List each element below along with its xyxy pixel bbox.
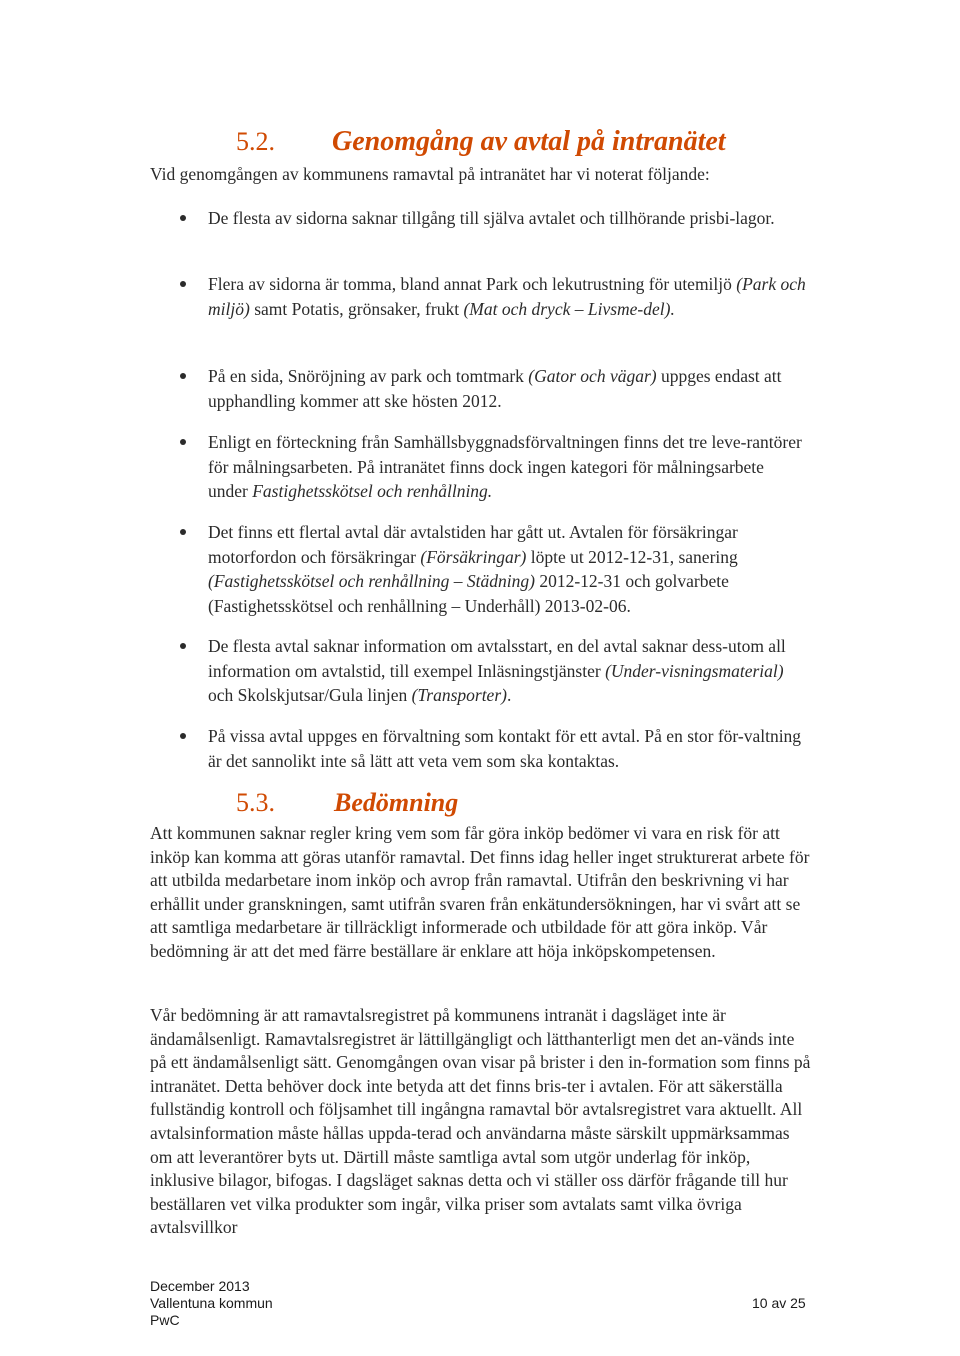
bullet-icon bbox=[180, 529, 186, 535]
intro-sentence: Vid genomgången av kommunens ramavtal på intranätet har vi noterat följande: bbox=[150, 164, 710, 184]
bullet-icon bbox=[180, 215, 186, 221]
list-item: De flesta avtal saknar information om avtalsstart, en del avtal saknar dess-utom all information om avtalstid, till exempel Inläsningstjänster (Under-visningsmaterial) och Skolskjutsar/Gula linjen (Transporter). bbox=[208, 634, 808, 708]
list-item: Flera av sidorna är tomma, bland annat Park och lekutrustning för utemiljö (Park och miljö) samt Potatis, grönsaker, frukt (Mat och dryck – Livsme-del). bbox=[208, 272, 808, 321]
bullet-icon bbox=[180, 439, 186, 445]
assessment-paragraph-2: Vår bedömning är att ramavtalsregistret på kommunens intranät i dagsläget inte är ändamålsenligt. Ramavtalsregistret är lättillgängligt och lätthanterligt men det an-vänds inte på ett ändamålsenligt sätt. Genomgången ovan visar på brister i den in-formation som finns på intranätet. Detta behöver dock inte betyda att det finns bris-ter i avtalen. För att säkerställa fullständig kontroll och följsamhet till ingångna ramavtal bör avtalsregistret vara aktuellt. All avtalsinformation måste hållas uppda-terad och användarna måste särskilt uppmärksammas om att leverantörer byts ut. Därtill måste samtliga avtal som utgör underlag för inköp, inklusive bilagor, bifogas. I dagsläget saknas detta och vi ställer oss därför frågande till hur beställaren vet vilka produkter som ingår, vilka priser som avtalats samt vilka övriga avtalsvillkor bbox=[150, 1005, 811, 1238]
bullet-icon bbox=[180, 643, 186, 649]
section-heading-5-2 bbox=[236, 126, 726, 158]
bullet-icon bbox=[180, 733, 186, 739]
bullet-icon bbox=[180, 281, 186, 287]
section-title: Genomgång av avtal på intranätet bbox=[332, 126, 726, 157]
list-item: På en sida, Snöröjning av park och tomtmark (Gator och vägar) uppges endast att upphandling kommer att ske hösten 2012. bbox=[208, 364, 808, 413]
page-number: 10 av 25 bbox=[752, 1295, 806, 1311]
section-number: 5.3. bbox=[236, 788, 275, 817]
section-heading-5-3 bbox=[236, 788, 458, 818]
assessment-paragraph-1: Att kommunen saknar regler kring vem som får göra inköp bedömer vi vara en risk för att inköp kan komma att göras utanför ramavtal. Det finns idag heller inget strukturerat arbete för att utbilda medarbetare inom inköp och avrop från ramavtal. Utifrån den beskrivning vi har erhållit under granskningen, samt utifrån svaren från enkätundersökningen, har vi svårt att se att samtliga medarbetare är tillräckligt informerade och utbildade för att göra inköp. Vår bedömning är att det med färre beställare är enklare att höja inköpskompetensen. bbox=[150, 823, 810, 961]
list-item: De flesta av sidorna saknar tillgång till själva avtalet och tillhörande prisbi-lagor. bbox=[208, 206, 808, 231]
bullet-icon bbox=[180, 373, 186, 379]
footer-meta bbox=[150, 1278, 273, 1329]
footer-date: December 2013 bbox=[150, 1278, 250, 1294]
list-item: Det finns ett flertal avtal där avtalstiden har gått ut. Avtalen för försäkringar motorfordon och försäkringar (Försäkringar) löpte ut 2012-12-31, sanering (Fastighetsskötsel och renhållning – Städning) 2012-12-31 och golvarbete (Fastighetsskötsel och renhållning – Underhåll) 2013-02-06. bbox=[208, 520, 808, 618]
list-item: På vissa avtal uppges en förvaltning som kontakt för ett avtal. På en stor för-valtning är det sannolikt inte så lätt att veta vem som ska kontaktas. bbox=[208, 724, 808, 773]
section-title: Bedömning bbox=[334, 788, 459, 817]
footer-firm: PwC bbox=[150, 1312, 180, 1328]
section-number: 5.2. bbox=[236, 127, 275, 156]
list-item: Enligt en förteckning från Samhällsbyggnadsförvaltningen finns det tre leve-rantörer för målningsarbeten. På intranätet finns dock ingen kategori för målningsarbete under Fastighetsskötsel och renhållning. bbox=[208, 430, 808, 504]
footer-organization: Vallentuna kommun bbox=[150, 1295, 273, 1311]
